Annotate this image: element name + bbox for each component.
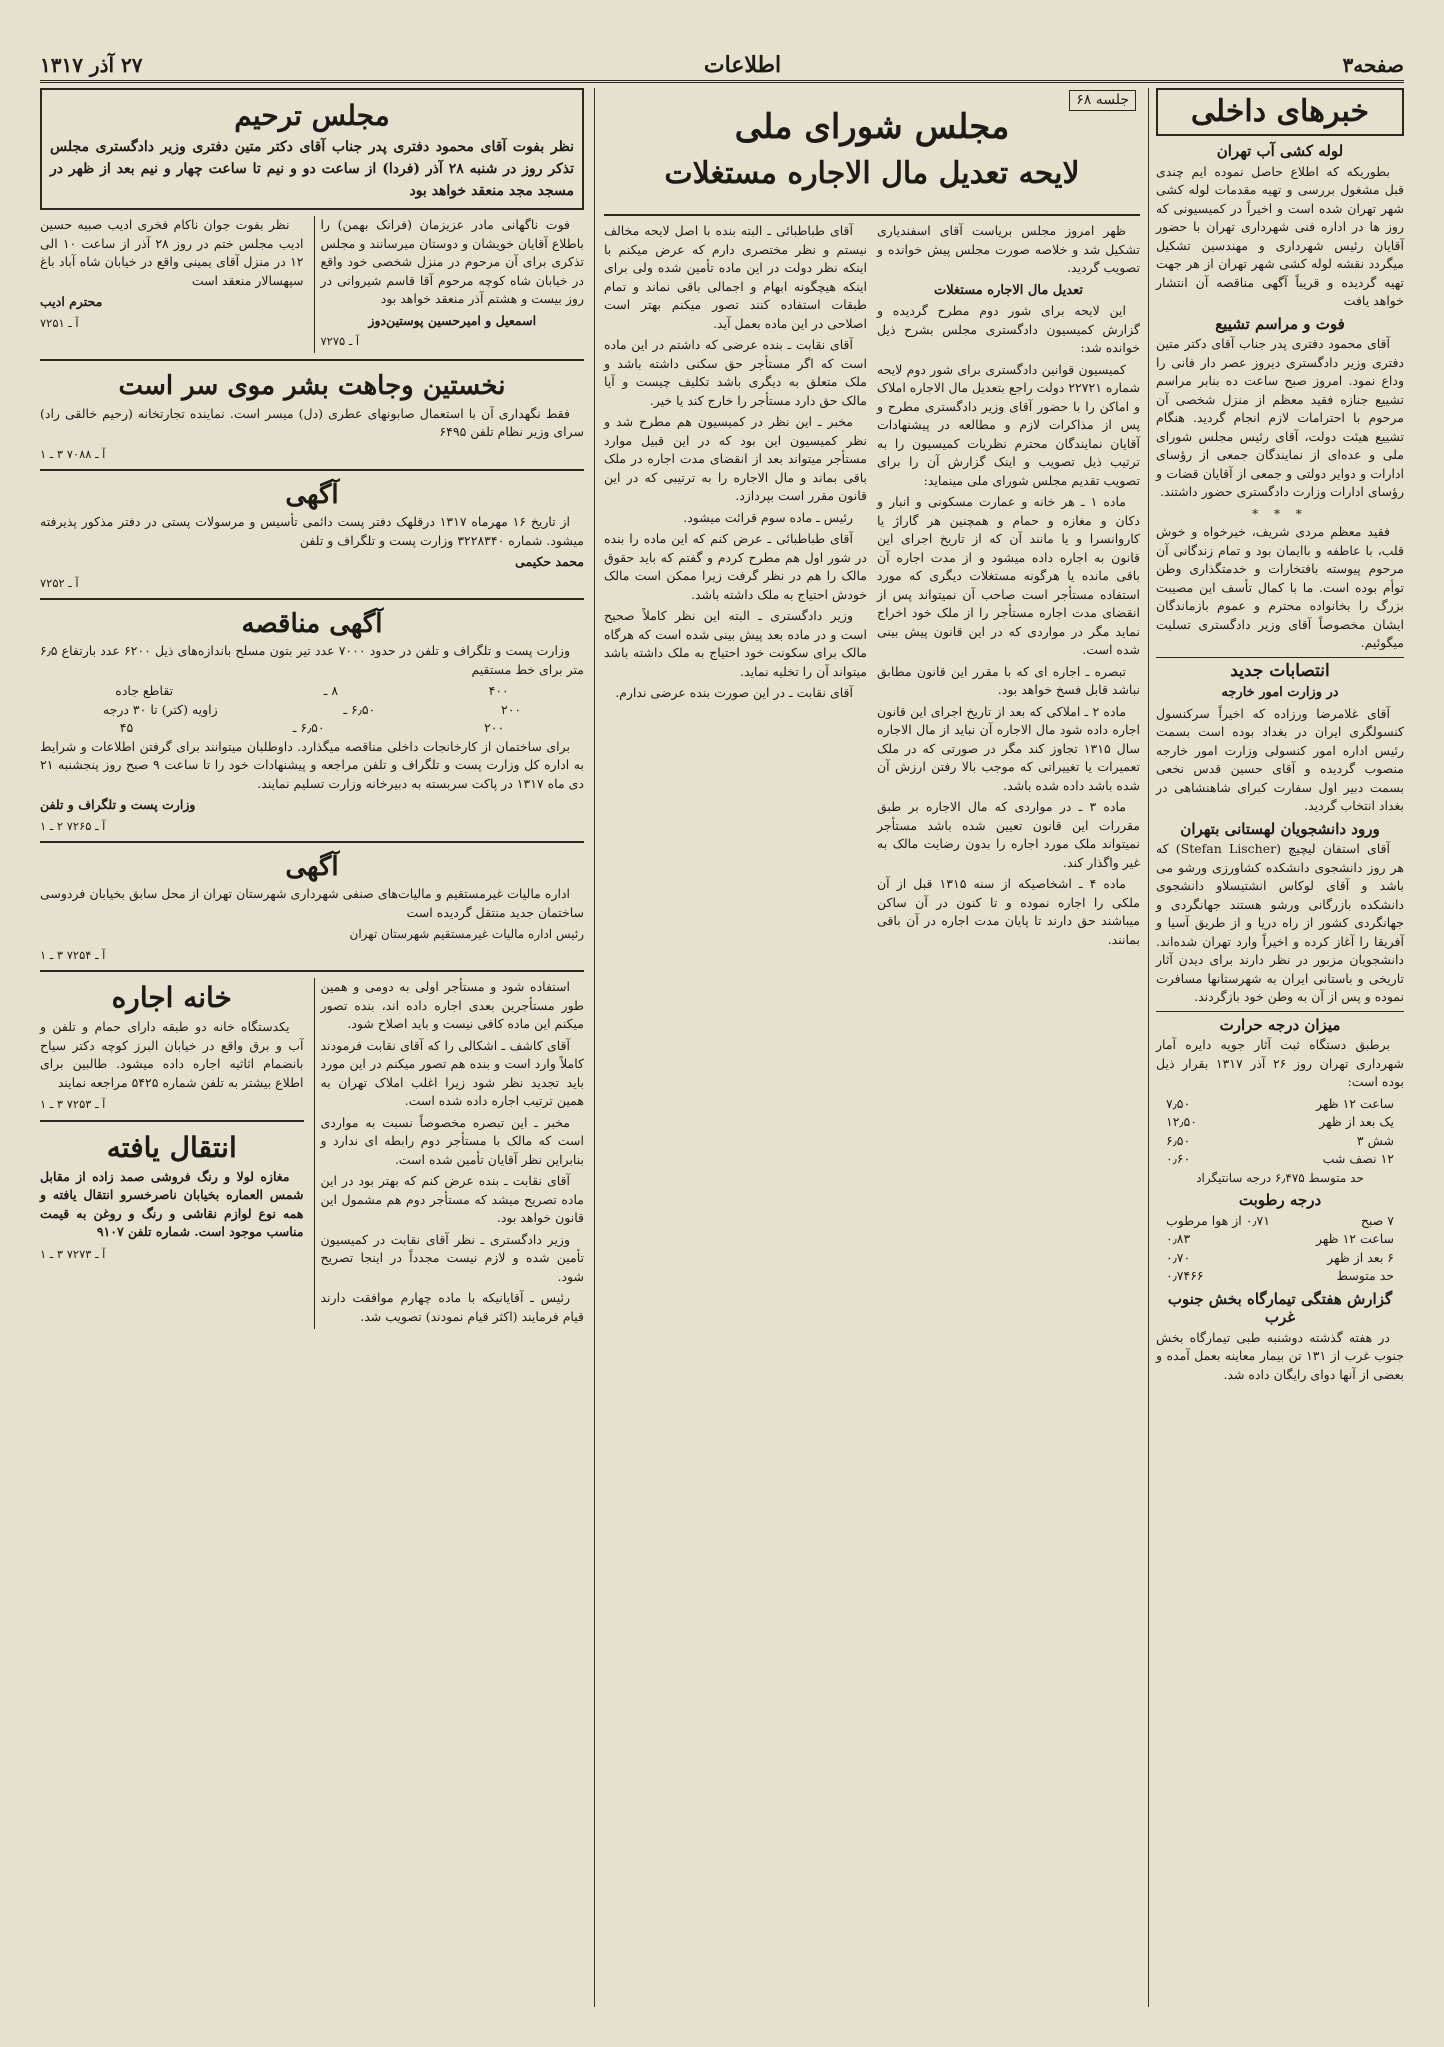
divider [40,970,584,972]
humidity-row: ۶ بعد از ظهر ۰٫۷۰ [1166,1249,1394,1265]
funeral-heading: فوت و مراسم تشییع [1215,314,1345,333]
paragraph: کمیسیون قوانین دادگستری برای شور دوم لایحه شماره ۲۲۷۲۱ دولت راجع بتعدیل مال الاجاره املاک و اماکن را با حضور آقای وزیر دادگستری مطرح و پس از مذاکرات لازم و مطالعه در پیشنهادات آقایان نمایندگان محترم نظریات کمیسیون را به ترتیب ذیل تصویب و اینک گزارش آن را برای تصویب تقدیم مجلس شورای ملی مینماید: [877,361,1140,488]
appointments-body: آقای غلامرضا ورزاده که اخیراً سرکنسول کنسولگری ایران در بغداد بوده است بسمت رئیس اداره امور کنسولی وزارت امور خارجه منصوب گردیده و آقای حسین قدس نخعی بسمت دبیر اول سفارت کبرای شاهنشاهی در بغداد انتخاب گردید. [1156,705,1404,813]
obituary-a [314,216,585,353]
tender-row: ۴۰۰ ۸ ـ تقاطع جاده [115,683,509,698]
domestic-news-column [1156,88,1404,1387]
tender-row: ۲۰۰ ۶٫۵۰ ـ ۴۵ [119,720,505,735]
tender-signature: وزارت پست و تلگراف و تلفن [40,797,196,812]
water-pipe-heading: لوله کشی آب تهران [1216,142,1344,160]
majlis-report [604,88,1140,952]
paragraph: مخبر ـ این نظر در کمیسیون هم مطرح شد و نظر کمیسیون این بود که در این قبیل موارد مستأجر میتواند بعد از انقضای مدت اجاره در ملک باقی بماند و مال الاجاره را به ترتیبی که در این قانون مقرر است بپردازد. [604,414,867,503]
relocated-body: مغازه لولا و رنگ فروشی صمد زاده از مقابل شمس العماره بخیابان ناصرخسرو انتقال یافته و همه نوع لوازم نقاشی و رنگ و روغن به قیمت مناسب موجود است. شماره تلفن ۹۱۰۷ [40,1168,304,1239]
session-number: جلسه ۶۸ [1069,90,1136,111]
majlis-col-left [604,222,867,952]
divider [40,598,584,600]
humidity-heading: درجه رطوبت [1238,1191,1322,1209]
paragraph: استفاده شود و مستأجر اولی به دومی و همین طور مستأجرین بعدی اجاره داده اند، بنده تصور میکنم این ماده کافی نیست و باید اصلاح شود. [320,979,584,1031]
post-ad-ref: آ ـ ۷۲۵۲ [40,575,79,590]
hair-ad-title: نخستین وجاهت بشر موی سر است [118,370,506,401]
tender-title: آگهی مناقصه [241,609,383,639]
mourning-body: نظر بفوت آقای محمود دفتری پدر جناب آقای دکتر متین دفتری وزیر دادگستری مجلس تذکر روز در شنبه ۲۸ آذر (فردا) از ساعت دو و نیم تا ساعت چهار و نیم بعد از ظهر در مسجد مجد منعقد خواهد بود [50,139,574,199]
bottom-row [40,978,584,1329]
divider [40,359,584,361]
temperature-row: یک بعد از ظهر ۱۲٫۵۰ [1166,1114,1394,1129]
column-rule [594,88,595,2007]
divider [604,214,1140,216]
water-pipe-body: بطوریکه که اطلاع حاصل نموده ایم چندی قبل مشغول بررسی و تهیه مقدمات لوله کشی شهر تهران شده است و اخیراً در کمیسیونی که روز ها در اداره فنی شهرداری تهران با حضور آقایان رئیس شهرداری و مهندسین تشکیل میگردد نقشه لوله کشی شهر تهران از هر جهت تهیه گردیده و قریباً آگهی مناقصه آن انتشار خواهد یافت [1156,163,1404,308]
paragraph: وزیر دادگستری ـ البته این نظر کاملاً صحیح است و در ماده بعد پیش بینی شده است که هرگاه مالک برای سکونت خود احتیاج به ملک داشته باشد میتواند آن را تخلیه نماید. [604,608,867,679]
paragraph: آقای نقابت ـ در این صورت بنده عرضی ندارم. [615,685,853,700]
paragraph: ماده ۴ ـ اشخاصیکه از سنه ۱۳۱۵ قبل از آن ملکی را اجاره نموده و تا کنون در آن ساکن میباشند حق دارند تا پایان مدت اجاره در آن باقی بمانند. [877,876,1140,947]
polish-students-heading: ورود دانشجویان لهستانی بتهران [1180,819,1380,838]
classified-ads [40,978,304,1329]
column-rule [1148,88,1149,2007]
tender-ref: آ ـ ۷۲۶۵ ۲ ـ ۱ [40,818,106,833]
continued-majlis-text [314,978,585,1329]
page-header [40,50,1404,83]
page-number: صفحه۳ [1342,53,1404,77]
obituary-b-signature: محترم ادیب [40,294,103,309]
post-ad-signature: محمد حکیمی [515,554,584,569]
tax-ad-ref: آ ـ ۷۲۵۴ ۳ ـ ۱ [40,947,106,962]
obituary-a-body: فوت ناگهانی مادر عزیزمان (فرانک بهمن) را باطلاع آقایان خویشان و دوستان میرسانند و مجلس تذکری برای آن مرحوم در منزل شخصی خود واقع در خیابان شاه کوچه مرحوم آقا قاسم شیروانی در روز بیست و هشتم آذر منعقد خواهد بود [320,217,584,306]
paragraph: رئیس ـ آقایانیکه با ماده چهارم موافقت دارند قیام فرمایند (اکثر قیام نمودند) تصویب شد. [320,1290,584,1324]
newspaper-name: اطلاعات [703,52,782,78]
majlis-title: مجلس شورای ملی [734,107,1010,147]
obituary-b [40,216,304,353]
tender-body: برای ساختمان از کارخانجات داخلی مناقصه میگذارد. داوطلبان میتوانند برای گرفتن اطلاعات و شرایط به اداره کل وزارت پست و تلگراف و تلفن مراجعه و پیشنهادات خود را تا ساعت ۹ صبح روز پنجشنبه ۲۱ دی ماه ۱۳۱۷ در پاکت سربسته به دبیرخانه وزارت تسلیم نمایند. [40,738,584,791]
humidity-row: ساعت ۱۲ ظهر ۰٫۸۳ [1166,1231,1394,1246]
post-ad-title: آگهی [285,480,339,510]
temperature-row: ۱۲ نصف شب ۰٫۶۰ [1166,1151,1394,1166]
temperature-row: شش ۳ ۶٫۵۰ [1166,1132,1394,1148]
majlis-col-right [877,222,1140,952]
clinic-report-body: در هفته گذشته دوشنبه طبی تیمارگاه بخش جنوب غرب از ۱۳۱ تن بیمار معاینه بعمل آمده و بعضی از آنها دوای رایگان داده شد. [1156,1329,1404,1382]
divider [1156,1011,1404,1012]
paragraph: این لایحه برای شور دوم مطرح گردیده و گزارش کمیسیون دادگستری مجلس بشرح ذیل خوانده شد: [877,303,1140,355]
obituary-a-ref: آ ـ ۷۲۷۵ [320,334,360,348]
temperature-intro: برطبق دستگاه ثبت آثار جویه دایره آمار شهرداری تهران روز ۲۶ آذر ۱۳۱۷ بقرار ذیل بوده است: [1156,1037,1405,1089]
obituary-b-ref: آ ـ ۷۲۵۱ [40,315,79,330]
paragraph: ماده ۲ ـ املاکی که بعد از تاریخ اجرای این قانون اجاره داده شود مال الاجاره آن نباید از مال الاجاره سال ۱۳۱۵ تجاوز کند مگر در صورتی که در ملک تعمیرات یا تغییراتی که موجب بالا رفتن ارزش آن شده باشد داده شده باشد. [877,703,1140,793]
issue-date: ۲۷ آذر ۱۳۱۷ [40,53,143,77]
foreign-ministry-subheading: در وزارت امور خارجه [1221,685,1339,700]
paragraph: رئیس ـ ماده سوم قرائت میشود. [683,509,853,525]
hair-ad-body: فقط نگهداری آن با استعمال صابونهای عطری (دل) میسر است. نماینده تجارتخانه (رحیم خالقی راد) سرای وزیر نظام تلفن ۶۴۹۵ [40,405,584,439]
tender-row: ۲۰۰ ۶٫۵۰ ـ زاویه (کتر) تا ۳۰ درجه [102,701,522,717]
funeral-body-2: فقید معظم مردی شریف، خیرخواه و خوش قلب، با عاطفه و باایمان بود و تمام زندگانی آن مرحوم پیوسته بافتخارات و خدمتگذاری وطن توأم بوده است. ما با کمال تأسف این مصیبت بزرگ را بخانواده محترم و عموم بازماندگان ایشان مخصوصاً آقای وزیر دادگستری تسلیت میگوئیم. [1156,524,1404,650]
mourning-title: مجلس ترحیم [234,99,390,132]
humidity-row: ۷ صبح ۰٫۷۱ از هوا مرطوب [1166,1212,1394,1228]
divider [1156,657,1404,658]
relocated-ref: آ ـ ۷۲۷۳ ۳ ـ ۱ [40,1246,106,1261]
paragraph: وزیر دادگستری ـ نظر آقای نقابت در کمیسیون تأمین شده و لازم نیست مجدداً در اینجا تصریح شود. [320,1231,584,1284]
notices-column [40,88,584,1329]
temperature-heading: میزان درجه حرارت [1219,1015,1341,1034]
tender-intro: وزارت پست و تلگراف و تلفن در حدود ۷۰۰۰ عدد تیر بتون مسلح باندازه‌های ذیل ۶۲۰۰ عدد بارتفاع ۶٫۵ متر برای خط مستقیم [40,643,584,677]
majlis-intro: ظهر امروز مجلس بریاست آقای اسفندیاری تشکیل شد و خلاصه صورت مجلس پیش خوانده و تصویب گردید. [877,223,1140,275]
temperature-average: حد متوسط ۶٫۴۷۵ درجه سانتیگراد [1196,1170,1364,1185]
humidity-row: حد متوسط ۰٫۷۴۶۶ [1166,1268,1394,1283]
house-rent-body: یکدستگاه خانه دو طبقه دارای حمام و تلفن و آب و برق واقع در خیابان البرز کوچه دکتر سیاح بانضمام اثاثیه اجاره داده میشود. طالبین برای اطلاع بیشتر به تلفن شماره ۵۴۲۵ مراجعه نمایند [40,1019,304,1090]
mourning-notice [40,88,584,210]
paragraph: آقای نقابت ـ بنده عرض کنم که بهتر بود در این ماده تصریح میشد که مستأجر دوم هم مشمول این قانون خواهد بود. [320,1173,584,1225]
obituary-row [40,216,584,353]
paragraph: ماده ۳ ـ در مواردی که مال الاجاره بر طبق مقررات این قانون تعیین شده باشد مستأجر نمیتواند ملک مورد اجاره را بدون رضایت مالک به غیر واگذار کند. [877,799,1140,870]
house-rent-ref: آ ـ ۷۲۵۳ ۳ ـ ۱ [40,1097,106,1111]
obituary-b-body: نظر بفوت جوان ناکام فخری ادیب صبیه حسین ادیب مجلس ختم در روز ۲۸ آذر از ساعت ۱۰ الی ۱۲ در منزل آقای یمینی واقع در خیابان شاه آباد باغ سپهسالار منعقد است [40,217,304,288]
separator-stars-icon: * * * [1252,506,1308,521]
paragraph: ماده ۱ ـ هر خانه و عمارت مسکونی و انبار و دکان و مغازه و حمام و همچنین هر گاراژ یا کاروانسرا و یا مانند آن که از تاریخ اجرای این قانون به اجاره داده میشود و از مدت اجاره آن باقی مانده یا هرگونه مستغلات دیگری که مورد استفاده مستأجر است صاحب آن نمیتواند پس از انقضای مدت اجاره مستأجر را از ملک خود اخراج نماید مگر در مواردی که در این قانون پیش بینی شده است. [877,494,1140,657]
paragraph: آقای کاشف ـ اشکالی را که آقای نقابت فرمودند کاملاً وارد است و بنده هم تصور میکنم در این مورد باید تجدید نظر شود زیرا اغلب املاک تهران به همین ترتیب اجاره داده شده است. [320,1037,584,1108]
tax-ad-signature: رئیس اداره مالیات غیرمستقیم شهرستان تهران [349,927,584,941]
domestic-news-title: خبرهای داخلی [1156,88,1404,136]
tax-ad-title: آگهی [285,852,339,882]
paragraph: تبصره ـ اجاره ای که با مقرر این قانون مطابق نباشد قابل فسخ خواهد بود. [877,663,1140,697]
tax-ad-body: اداره مالیات غیرمستقیم و مالیات‌های صنفی شهرداری شهرستان تهران از محل سابق بخیابان فردوسی ساختمان جدید منتقل گردیده است [40,886,584,920]
divider [40,469,584,471]
paragraph: آقای نقابت ـ بنده عرضی که داشتم در این ماده است که اگر مستأجر حق سکنی داشته باشد و ملک متعلق به دیگری باشد تکلیف چیست و آیا مالک حق دارد مستأجر را خارج کند یا خیر. [604,337,867,408]
polish-students-body: آقای استفان لیچیچ (Stefan Lischer) که هر روز دانشجوی دانشکده کشاورزی ورشو می باشد و آقای لوکاس انشتیسلاو دانشجوی دانشکده بازرگانی ورشو هستند جهانگردی و جهانگردی کشور از راه دریا و از طریق آسیا و آفریقا را آغاز کرده و اخیراً وارد تهران شده‌اند. دانشجویان مزبور در نظر دارند برای دیدن آثار تاریخی و باستانی ایران به شهرستانها مسافرت نموده و پس از آن به وطن خود بازگردند. [1156,841,1404,1004]
funeral-body: آقای محمود دفتری پدر جناب آقای دکتر متین دفتری وزیر دادگستری دیروز عصر دار فانی را وداع نمود. امروز صبح ساعت ده بنابر مراسم تشییع جنازه فقید معظم از منزل شخصی آن مرحوم با احترامات لازم انجام گردید. هنگام تشییع هیئت دولت، آقای رئیس مجلس شورای ملی و عده‌ای از نمایندگان جمعی از رؤسای ادارات و دوایر دولتی و جمعی از آقایان قضات و رؤسای ادارات وزارت دادگستری حضور داشتند. [1156,336,1404,499]
appointments-heading: انتصابات جدید [1230,660,1330,681]
house-rent-title: خانه اجاره [111,981,232,1014]
majlis-subtitle: لایحه تعدیل مال الاجاره مستغلات [664,156,1080,191]
relocated-title: انتقال یافته [106,1130,237,1164]
divider [40,841,584,843]
hair-ad-ref: آ ـ ۷۰۸۸ ۳ ـ ۱ [40,446,106,461]
clinic-report-heading: گزارش هفتگی تیمارگاه بخش جنوب غرب [1167,1289,1393,1326]
rent-bill-heading: تعدیل مال الاجاره مستغلات [934,282,1083,298]
paragraph: مخبر ـ این تبصره مخصوصاً نسبت به مواردی است که مالک با مستأجر دوم رابطه ای ندارد و بنابراین نظر آقایان تأمین شده است. [320,1114,584,1167]
majlis-columns [604,222,1140,952]
paragraph: آقای طباطبائی ـ البته بنده با اصل لایحه مخالف نیستم و نظر مختصری دارم که عرض میکنم با اینکه نظر دولت در این ماده تأمین شده ولی برای اینکه هیچگونه ابهام و اجمالی باقی نماند و تمام طبقات استفاده کنند تصور میکنم بهتر است اصلاحی در این ماده بعمل آید. [604,223,867,331]
paragraph: آقای طباطبائی ـ عرض کنم که این ماده را بنده در شور اول هم مطرح کردم و گفتم که باید حقوق مالک را هم در نظر گرفت زیرا ممکن است مالک خودش احتیاج به ملک داشته باشد. [604,531,867,602]
divider [40,1120,304,1122]
obituary-a-signature: اسمعیل و امیرحسین پوستین‌دوز [368,312,537,328]
post-ad-body: از تاریخ ۱۶ مهرماه ۱۳۱۷ درقلهک دفتر پست دائمی تأسیس و مرسولات پستی در دفتر مذکور پذیرفته میشود. شماره ۳۲۲۸۳۴۰ وزارت پست و تلگراف و تلفن [40,514,584,548]
temperature-row: ساعت ۱۲ ظهر ۷٫۵۰ [1166,1095,1394,1111]
